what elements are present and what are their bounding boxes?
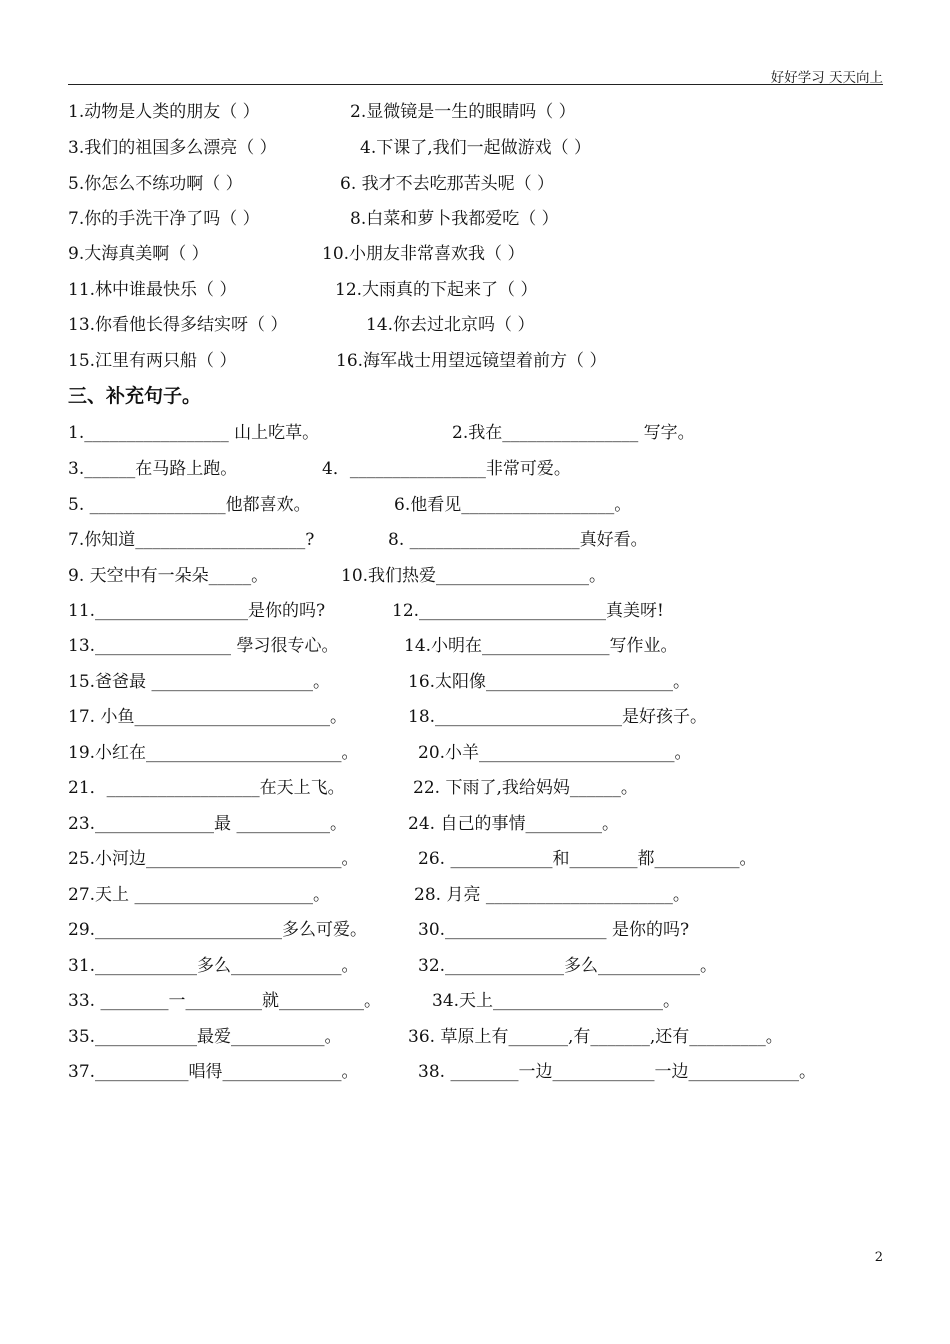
- fill-item: 29.______________________多么可爱。: [68, 920, 368, 940]
- fill-line: [68, 1022, 783, 1047]
- fill-line: [68, 596, 664, 621]
- judge-item: 11.林中谁最快乐（ ）: [68, 280, 237, 300]
- fill-line: [68, 631, 678, 656]
- judge-line: [68, 204, 559, 229]
- judge-line: [68, 169, 555, 194]
- fill-item: 22. 下雨了,我给妈妈______。: [413, 778, 638, 798]
- fill-item: 20.小羊_______________________。: [418, 743, 692, 763]
- fill-line: [68, 418, 695, 443]
- fill-item: 3.______在马路上跑。: [68, 459, 238, 479]
- fill-line: [68, 915, 690, 940]
- judge-item: 5.你怎么不练功啊（ ）: [68, 174, 243, 194]
- fill-item: 10.我们热爱__________________。: [341, 566, 607, 586]
- fill-item: 24. 自己的事情_________。: [408, 814, 619, 834]
- fill-item: 16.太阳像______________________。: [408, 672, 691, 692]
- fill-item: 25.小河边_______________________。: [68, 849, 359, 869]
- fill-line: [68, 454, 571, 479]
- fill-item: 18.______________________是好孩子。: [408, 707, 708, 727]
- fill-item: 5. ________________他都喜欢。: [68, 495, 311, 515]
- page-number: 2: [874, 1250, 883, 1265]
- fill-item: 7.你知道____________________?: [68, 530, 315, 550]
- fill-item: 4．________________非常可爱。: [322, 459, 571, 479]
- judge-item: 3.我们的祖国多么漂亮（ ）: [68, 138, 277, 158]
- fill-item: 13.________________ 學习很专心。: [68, 636, 339, 656]
- judge-item: 1.动物是人类的朋友（ ）: [68, 102, 260, 122]
- fill-item: 38. ________一边____________一边_____________。: [418, 1062, 816, 1082]
- fill-line: [68, 809, 619, 834]
- fill-line: [68, 773, 638, 798]
- fill-item: 36. 草原上有_______,有_______,还有_________。: [408, 1027, 783, 1047]
- fill-item: 37.___________唱得______________。: [68, 1062, 359, 1082]
- judge-item: 6. 我才不去吃那苦头呢（ ）: [340, 174, 555, 194]
- judge-item: 2.显微镜是一生的眼睛吗（ ）: [350, 102, 576, 122]
- judge-item: 15.江里有两只船（ ）: [68, 351, 237, 371]
- fill-item: 19.小红在_______________________。: [68, 743, 359, 763]
- fill-line: [68, 986, 681, 1011]
- fill-line: [68, 844, 757, 869]
- judge-item: 16.海军战士用望远镜望着前方（ ）: [336, 351, 607, 371]
- fill-line: [68, 1057, 816, 1082]
- fill-item: 9. 天空中有一朵朵_____。: [68, 566, 269, 586]
- judge-item: 12.大雨真的下起来了（ ）: [335, 280, 538, 300]
- judge-item: 4.下课了,我们一起做游戏（ ）: [360, 138, 592, 158]
- judge-line: [68, 97, 576, 122]
- page-header: [68, 64, 883, 85]
- fill-item: 27.天上 _____________________。: [68, 885, 330, 905]
- fill-line: [68, 702, 708, 727]
- judge-item: 13.你看他长得多结实呀（ ）: [68, 315, 288, 335]
- judge-line: [68, 239, 525, 264]
- fill-line: [68, 738, 692, 763]
- fill-line: [68, 880, 690, 905]
- header-text: 好好学习 天天向上: [770, 70, 883, 86]
- fill-item: 15.爸爸最 ___________________。: [68, 672, 330, 692]
- fill-item: 31.____________多么_____________。: [68, 956, 359, 976]
- fill-item: 2.我在________________ 写字。: [452, 423, 695, 443]
- fill-item: 21．__________________在天上飞。: [68, 778, 345, 798]
- judge-line: [68, 275, 538, 300]
- fill-item: 11.__________________是你的吗?: [68, 601, 326, 621]
- fill-line: [68, 490, 632, 515]
- fill-line: [68, 951, 718, 976]
- judge-item: 8.白菜和萝卜我都爱吃（ ）: [350, 209, 559, 229]
- fill-item: 8. ____________________真好看。: [388, 530, 648, 550]
- section-title: 三、补充句子。: [68, 385, 202, 407]
- fill-item: 32.______________多么____________。: [418, 956, 718, 976]
- fill-item: 14.小明在_______________写作业。: [404, 636, 678, 656]
- judge-item: 10.小朋友非常喜欢我（ ）: [322, 244, 525, 264]
- fill-item: 35.____________最爱___________。: [68, 1027, 342, 1047]
- fill-item: 26. ____________和________都__________。: [418, 849, 757, 869]
- fill-line: [68, 525, 648, 550]
- fill-item: 30.___________________ 是你的吗?: [418, 920, 690, 940]
- judge-line: [68, 310, 535, 335]
- fill-item: 34.天上____________________。: [432, 991, 681, 1011]
- judge-item: 14.你去过北京吗（ ）: [366, 315, 535, 335]
- fill-item: 6.他看见__________________。: [394, 495, 632, 515]
- fill-item: 33. ________一_________就__________。: [68, 991, 381, 1011]
- fill-line: [68, 667, 691, 692]
- fill-item: 28. 月亮 ______________________。: [414, 885, 690, 905]
- fill-item: 23.______________最 ___________。: [68, 814, 347, 834]
- fill-item: 17. 小鱼_______________________。: [68, 707, 347, 727]
- fill-item: 1._________________ 山上吃草。: [68, 423, 320, 443]
- judge-line: [68, 133, 592, 158]
- judge-item: 9.大海真美啊（ ）: [68, 244, 209, 264]
- fill-item: 12.______________________真美呀!: [392, 601, 664, 621]
- judge-line: [68, 346, 607, 371]
- fill-line: [68, 561, 607, 586]
- judge-item: 7.你的手洗干净了吗（ ）: [68, 209, 260, 229]
